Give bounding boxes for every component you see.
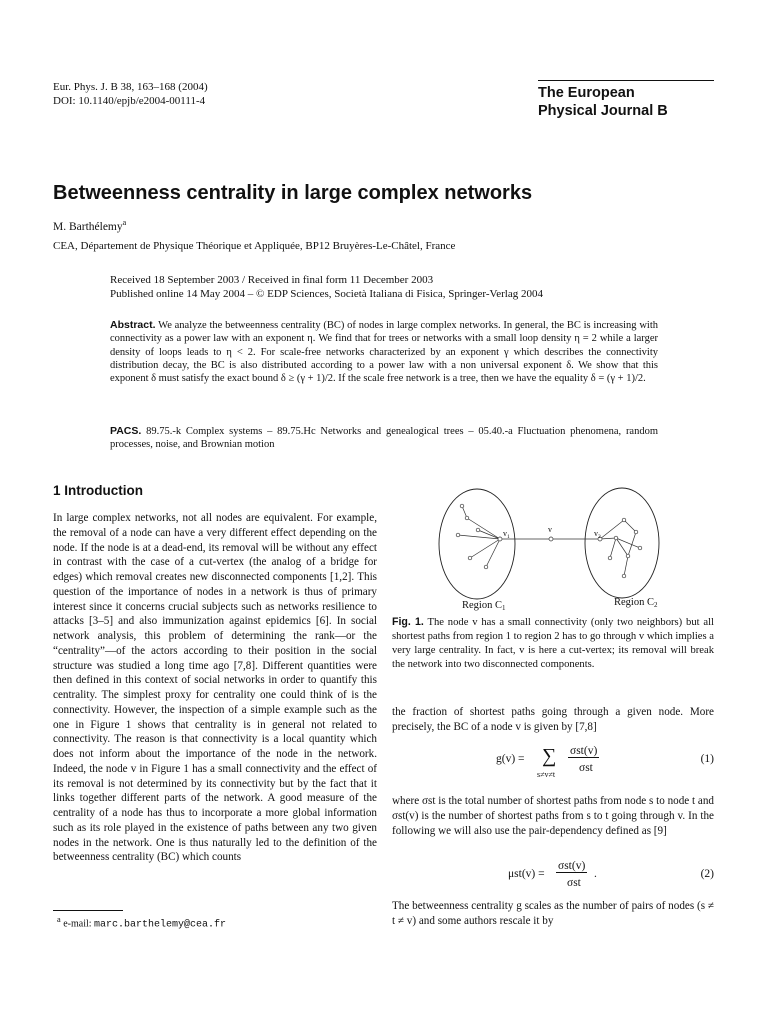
caption-label: Fig. 1. xyxy=(392,616,424,628)
published-line: Published online 14 May 2004 – © EDP Sciences, Società Italiana di Fisica, Springer-Verlag 2004 xyxy=(110,288,543,300)
label-v1: $v_1$ xyxy=(503,529,510,540)
author-mark: a xyxy=(122,218,127,227)
pacs-text: 89.75.-k Complex systems – 89.75.Hc Networks and genealogical trees – 05.40.-a Fluctuation phenomena, random processes, noise, and Brownian motion xyxy=(110,426,659,451)
citation-line1: Eur. Phys. J. B 38, 163–168 (2004) xyxy=(53,81,208,93)
eq2-numerator: σst(v) xyxy=(558,860,586,872)
node-v xyxy=(549,537,553,541)
journal-line2: Physical Journal B xyxy=(538,103,668,119)
eq1-denominator: σst xyxy=(579,762,593,774)
caption-text: The node v has a small connectivity (only two neighbors) but all shortest paths from region 1 to region 2 has to go through v which implies a very large centrality. In fact, v is here a cut-vertex; its removal will break the network into two disconnected components. xyxy=(392,617,714,670)
abstract-label: Abstract. xyxy=(110,319,156,331)
region-c2-label: Region C2 xyxy=(614,597,658,609)
figure-1-caption xyxy=(392,615,714,672)
eq2-period: . xyxy=(594,868,597,880)
paper-title: Betweenness centrality in large complex networks xyxy=(53,182,533,204)
label-v2: $v_2$ xyxy=(594,529,601,540)
introduction-text: In large complex networks, not all nodes are equivalent. For example, the removal of a node can have a very different effect depending on the node. If the node is at a dead-end, its removal will be without any effect in contrast with the case of a cut-vertex (the analog of a bridge for edges) which removal creates new disconnected components [1,2]. This question of the importance of nodes in a network is thus of primary interest since it concerns crucial subjects such as networks resilience to attacks [3–5] and also immunization against epidemics [6]. In social network analysis, this problem of determining the rank—or the “centrality”—of the actors according to their position in the social structure was studied a long time ago [7,8]. Different quantities were then defined in this context of social networks in order to quantify this centrality. The simplest proxy for centrality one could think of is the connectivity. However, the inspection of a simple example such as the one in Figure 1 shows that centrality is in general not related to connectivity. The reason is that connectivity is a local quantity which does not inform about the importance of the node in the network. Indeed, the node v in Figure 1 has a small connectivity and the effect of its removal is not determined by its connectivity but by the fact that it links together different parts of the network. A good measure of the centrality of a node has thus to incorporate a more global information such as its role played in the existence of paths between any two given nodes in the network. One is thus naturally led to the definition of the betweenness centrality (BC) which counts xyxy=(53,512,377,864)
footnote-rule xyxy=(53,910,123,911)
region-c1-label: Region C1 xyxy=(462,600,506,612)
eq1-numerator: σst(v) xyxy=(570,745,598,757)
equation-1 xyxy=(392,745,714,785)
eq1-lhs: g(v) = xyxy=(496,753,525,765)
pacs xyxy=(110,425,658,452)
journal-line1: The European xyxy=(538,85,635,101)
pacs-label: PACS. xyxy=(110,425,142,437)
author xyxy=(53,218,126,233)
eq1-number: (1) xyxy=(700,753,714,765)
abstract xyxy=(110,319,658,385)
equation-2 xyxy=(392,860,714,894)
eq1-sum-index: s≠v≠t xyxy=(537,770,556,779)
citation xyxy=(53,80,208,108)
affiliation: CEA, Département de Physique Théorique et Appliquée, BP12 Bruyères-Le-Châtel, France xyxy=(53,240,456,252)
region-c2-ellipse xyxy=(585,488,659,598)
author-name: M. Barthélemy xyxy=(53,220,123,233)
footnote xyxy=(57,915,226,930)
footnote-mark: a xyxy=(57,915,61,924)
abstract-text: We analyze the betweenness centrality (BC) of nodes in large complex networks. In general, the BC is increasing with connectivity as a power law with an exponent η. We find that for trees or networks with a small loop density η = 2 while a larger density of loops leads to η < 2. For scale-free networks characterized by an exponent γ which describes the connectivity distribution decay, the BC is also distributed according to a power law with a non universal exponent δ. We show that this exponent δ must satisfy the exact bound δ ≥ (γ + 1)/2. If the scale free network is a tree, then we have the equality δ = (γ + 1)/2. xyxy=(110,320,659,385)
journal-name xyxy=(538,80,714,120)
column2-paragraph-3: The betweenness centrality g scales as the number of pairs of nodes (s ≠ t ≠ v) and some authors rescale it by xyxy=(392,900,714,927)
eq2-lhs: μst(v) = xyxy=(508,868,545,880)
eq2-denominator: σst xyxy=(567,877,581,889)
dates xyxy=(110,273,543,301)
column2-paragraph-2: where σst is the total number of shortest paths from node s to node t and σst(v) is the number of shortest paths from s to t going through v. In the following we will also use the pair-dependency defined as [9] xyxy=(392,795,714,837)
eq1-sum: ∑ xyxy=(542,745,557,767)
eq2-number: (2) xyxy=(700,868,714,880)
footnote-email: marc.barthelemy@cea.fr xyxy=(94,919,227,931)
label-v: v xyxy=(548,525,552,534)
section-heading: 1 Introduction xyxy=(53,483,143,498)
column2-paragraph-1: the fraction of shortest paths going through a given node. More precisely, the BC of a node v is given by [7,8] xyxy=(392,706,714,733)
doi-line: DOI: 10.1140/epjb/e2004-00111-4 xyxy=(53,95,206,107)
region-c1-ellipse xyxy=(439,489,515,599)
footnote-label: e-mail: xyxy=(63,918,92,930)
figure-1-network-diagram xyxy=(392,484,714,614)
node-v1 xyxy=(498,537,502,541)
received-line: Received 18 September 2003 / Received in final form 11 December 2003 xyxy=(110,274,434,286)
